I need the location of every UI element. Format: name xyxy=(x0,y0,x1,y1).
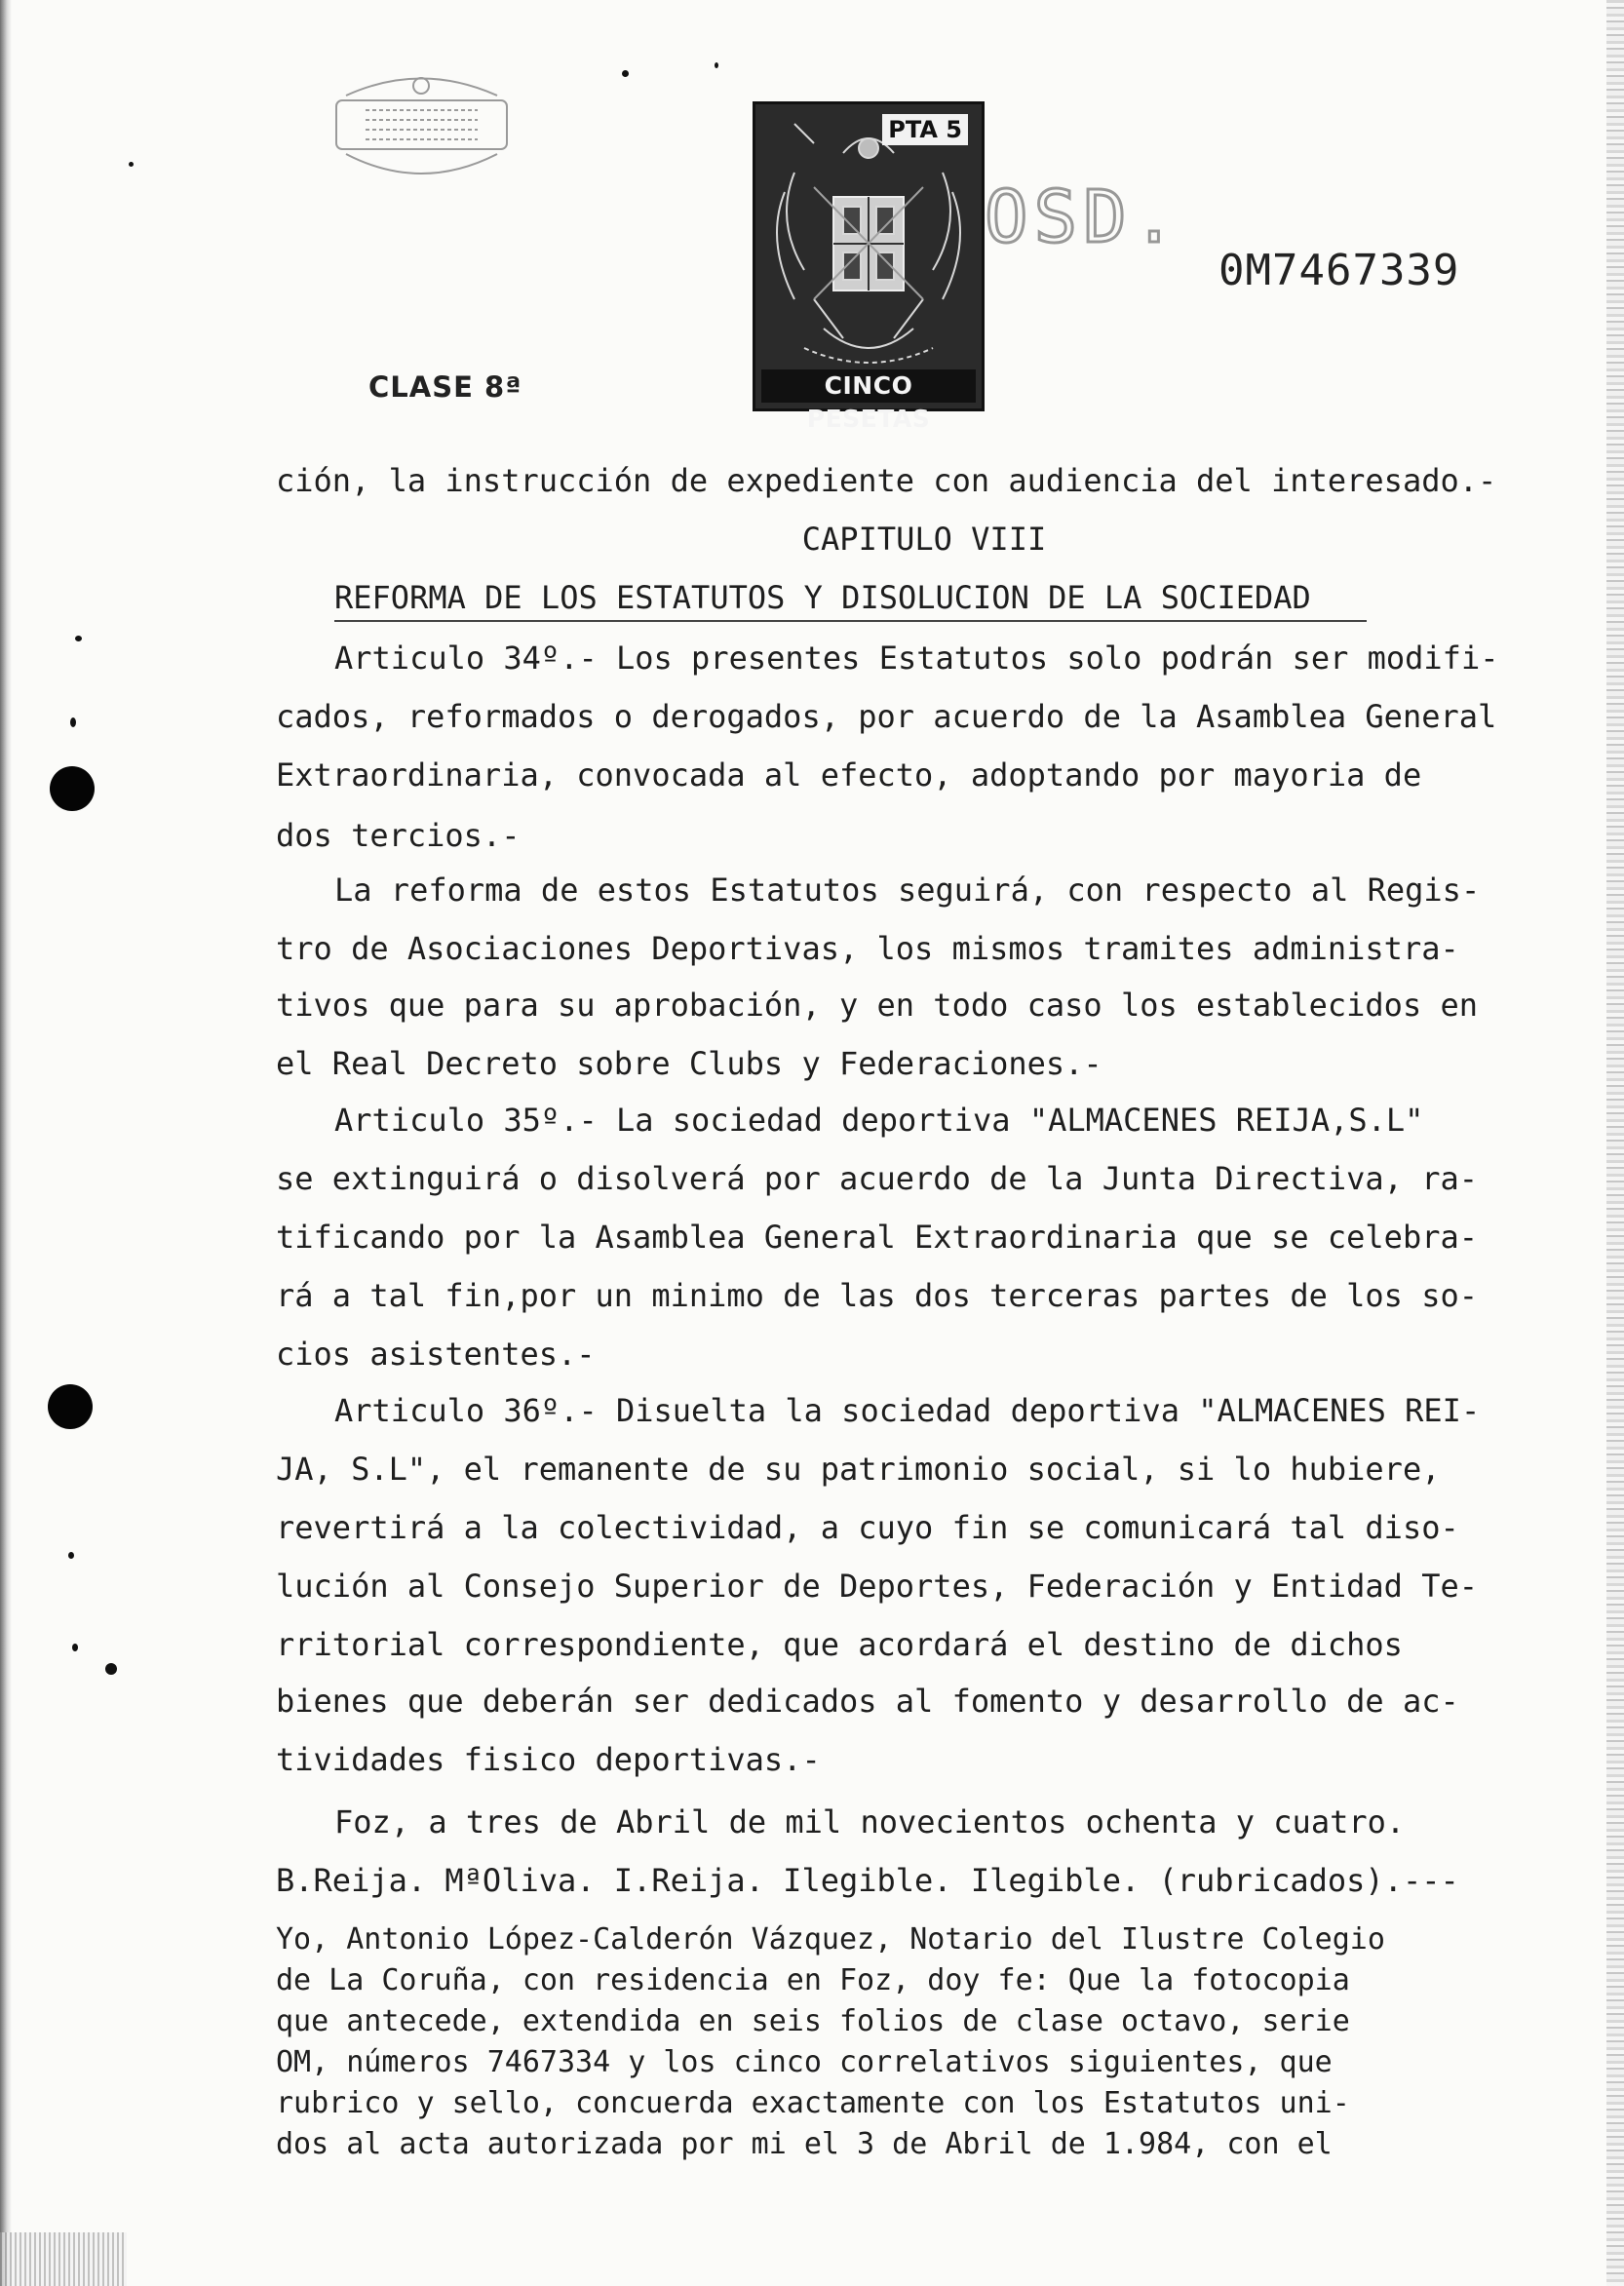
fiscal-stamp xyxy=(753,101,985,433)
text-line: bienes que deberán ser dedicados al fomento y desarrollo de ac- xyxy=(276,1683,1459,1720)
notary-line: que antecede, extendida en seis folios de clase octavo, serie xyxy=(276,2004,1350,2038)
text-line: el Real Decreto sobre Clubs y Federaciones.- xyxy=(276,1045,1102,1082)
article-36: Articulo 36º.- Disuelta la sociedad deportiva "ALMACENES REI- xyxy=(334,1392,1481,1429)
text-line: cados, reformados o derogados, por acuerdo de la Asamblea General xyxy=(276,698,1497,735)
perforated-mark: OSD. xyxy=(985,175,1182,259)
chapter-number: CAPITULO VIII xyxy=(801,521,1047,558)
article-35: Articulo 35º.- La sociedad deportiva "ALMACENES REIJA,S.L" xyxy=(334,1102,1424,1139)
stamp-label: CINCO PESETAS xyxy=(761,369,976,403)
notary-line: de La Coruña, con residencia en Foz, doy fe: Que la fotocopia xyxy=(276,1963,1350,1997)
text-line: ción, la instrucción de expediente con audiencia del interesado.- xyxy=(276,462,1497,499)
place-date: Foz, a tres de Abril de mil novecientos ochenta y cuatro. xyxy=(334,1803,1406,1840)
text-line: rritorial correspondiente, que acordará el destino de dichos xyxy=(276,1626,1403,1663)
article-34: Articulo 34º.- Los presentes Estatutos solo podrán ser modifi- xyxy=(334,639,1499,677)
speck xyxy=(75,636,82,641)
text-line: dos tercios.- xyxy=(276,817,521,854)
punch-hole xyxy=(48,1384,93,1429)
stamp-price: PTA 5 xyxy=(882,114,968,145)
text-line: rá a tal fin,por un minimo de las dos terceras partes de los so- xyxy=(276,1277,1478,1314)
speck xyxy=(72,1644,78,1651)
notary-line: OM, números 7467334 y los cinco correlativos siguientes, que xyxy=(276,2045,1333,2079)
scan-left-edge xyxy=(0,0,12,2286)
text-line: revertirá a la colectividad, a cuyo fin se comunicará tal diso- xyxy=(276,1509,1459,1546)
text-line: tivos que para su aprobación, y en todo caso los establecidos en xyxy=(276,987,1478,1024)
signatures: B.Reija. MªOliva. I.Reija. Ilegible. Ilegible. (rubricados).--- xyxy=(276,1862,1459,1899)
text-line: JA, S.L", el remanente de su patrimonio social, si lo hubiere, xyxy=(276,1451,1441,1488)
text-line: se extinguirá o disolverá por acuerdo de la Junta Directiva, ra- xyxy=(276,1160,1478,1197)
punch-hole xyxy=(50,766,95,811)
notary-line: Yo, Antonio López-Calderón Vázquez, Notario del Ilustre Colegio xyxy=(276,1922,1385,1957)
text-line: lución al Consejo Superior de Deportes, Federación y Entidad Te- xyxy=(276,1568,1478,1605)
chapter-title-underline xyxy=(334,620,1367,622)
embossed-seal xyxy=(327,66,517,188)
notary-line: dos al acta autorizada por mi el 3 de Abril de 1.984, con el xyxy=(276,2127,1333,2161)
notary-line: rubrico y sello, concuerda exactamente con los Estatutos uni- xyxy=(276,2086,1350,2120)
text-line: tro de Asociaciones Deportivas, los mismos tramites administra- xyxy=(276,930,1459,967)
speck xyxy=(622,70,629,77)
text-line: Extraordinaria, convocada al efecto, adoptando por mayoria de xyxy=(276,756,1422,794)
text-line: La reforma de estos Estatutos seguirá, con respecto al Regis- xyxy=(334,872,1481,909)
coat-of-arms-icon xyxy=(755,104,982,408)
document-class: CLASE 8ª xyxy=(368,370,522,404)
speck xyxy=(70,717,76,727)
text-line: tificando por la Asamblea General Extraordinaria que se celebra- xyxy=(276,1219,1478,1256)
scan-noise xyxy=(0,2232,127,2286)
speck xyxy=(68,1552,74,1559)
speck xyxy=(105,1663,117,1675)
text-line: tividades fisico deportivas.- xyxy=(276,1741,821,1778)
chapter-title: REFORMA DE LOS ESTATUTOS Y DISOLUCION DE LA SOCIEDAD xyxy=(334,579,1311,616)
scan-right-edge xyxy=(1606,0,1624,2286)
speck xyxy=(129,162,134,167)
serial-number: 0M7467339 xyxy=(1218,246,1460,295)
speck xyxy=(715,62,718,68)
text-line: cios asistentes.- xyxy=(276,1336,596,1373)
